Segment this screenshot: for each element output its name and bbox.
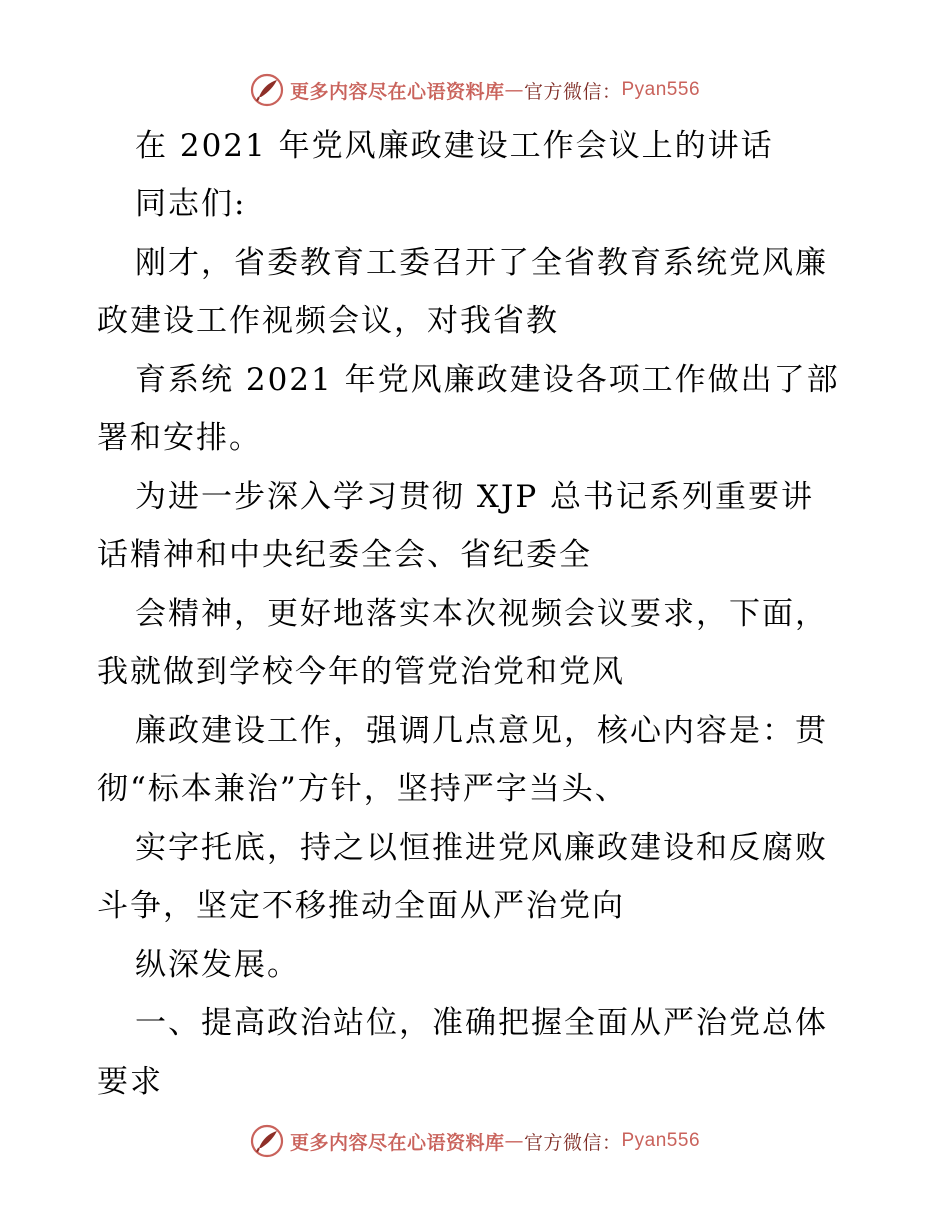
watermark-label: 官方微信： (523, 80, 622, 103)
paragraph-line: 实字托底，持之以恒推进党风廉政建设和反腐败 (135, 830, 828, 866)
watermark-main-text: 更多内容尽在心语资料库 (289, 80, 505, 103)
section-heading: 要求 (97, 1064, 163, 1100)
watermark-main-text: 更多内容尽在心语资料库 (289, 1131, 505, 1154)
salutation: 同志们: (135, 186, 247, 222)
watermark-dash: — (504, 1130, 524, 1152)
watermark-wechat-id: Pyan556 (621, 1130, 701, 1151)
paragraph-line: 话精神和中央纪委全会、省纪委全 (97, 537, 592, 573)
paragraph-line: 刚才，省委教育工委召开了全省教育系统党风廉 (135, 245, 828, 281)
paragraph-line: 彻“标本兼治”方针，坚持严字当头、 (97, 771, 628, 807)
section-heading: 一、提高政治站位，准确把握全面从严治党总体 (135, 1005, 828, 1041)
paragraph-line: 育系统 2021 年党风廉政建设各项工作做出了部 (135, 362, 840, 398)
quill-logo-icon (250, 1124, 284, 1158)
watermark-label: 官方微信： (523, 1131, 622, 1154)
paragraph-line: 斗争，坚定不移推动全面从严治党向 (97, 888, 625, 924)
paragraph-line: 为进一步深入学习贯彻 XJP 总书记系列重要讲 (135, 479, 815, 515)
watermark-wechat-id: Pyan556 (621, 79, 701, 100)
watermark-header (0, 70, 950, 110)
paragraph-line: 政建设工作视频会议，对我省教 (97, 303, 559, 339)
paragraph-line: 我就做到学校今年的管党治党和党风 (97, 654, 625, 690)
document-body (0, 118, 950, 1108)
watermark-dash: — (504, 79, 524, 101)
paragraph-line: 纵深发展。 (135, 947, 300, 983)
paragraph-line: 署和安排。 (97, 420, 262, 456)
paragraph-line: 廉政建设工作，强调几点意见，核心内容是：贯 (135, 713, 828, 749)
document-title: 在 2021 年党风廉政建设工作会议上的讲话 (135, 128, 774, 164)
paragraph-line: 会精神，更好地落实本次视频会议要求，下面， (135, 596, 828, 632)
quill-logo-icon (250, 73, 284, 107)
watermark-footer (0, 1121, 950, 1161)
